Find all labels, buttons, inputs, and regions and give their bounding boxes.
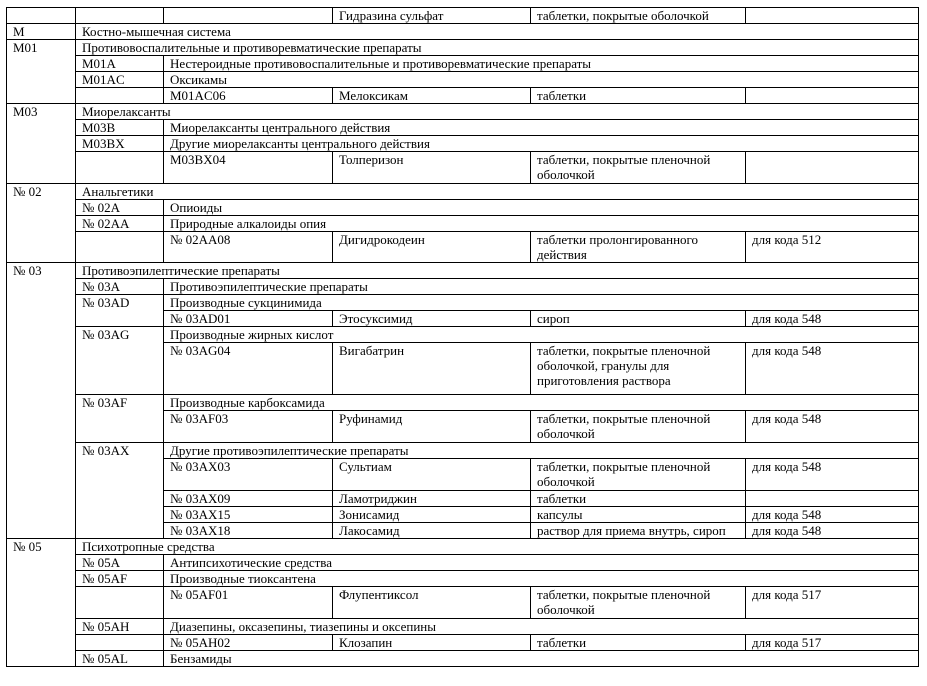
subgroup-title: Антипсихотические средства (164, 555, 919, 571)
atc-code: № 02AA08 (164, 232, 333, 263)
dosage-form: капсулы (531, 507, 746, 523)
dosage-form: таблетки (531, 635, 746, 651)
subgroup-title: Опиоиды (164, 200, 919, 216)
atc-code: № 03AF03 (164, 411, 333, 443)
group-title: Противовоспалительные и противоревматические препараты (76, 40, 919, 56)
table-row (7, 120, 919, 136)
inn-name: Вигабатрин (333, 343, 531, 395)
table-row (7, 619, 919, 635)
dosage-form: сироп (531, 311, 746, 327)
group-code: № 03 (7, 263, 76, 539)
cell-subgroup-code (76, 8, 164, 24)
subgroup-title: Противоэпилептические препараты (164, 279, 919, 295)
table-row (7, 232, 919, 263)
atc-code: № 05AH02 (164, 635, 333, 651)
table-row (7, 200, 919, 216)
subgroup-title: Нестероидные противовоспалительные и противоревматические препараты (164, 56, 919, 72)
table-row (7, 263, 919, 279)
group-title: Противоэпилептические препараты (76, 263, 919, 279)
group-code: M (7, 24, 76, 40)
table-row (7, 555, 919, 571)
inn-name: Ламотриджин (333, 491, 531, 507)
table-row (7, 587, 919, 619)
note: для кода 548 (746, 311, 919, 327)
inn-name: Лакосамид (333, 523, 531, 539)
subgroup-code-empty (76, 152, 164, 184)
subgroup-title: Производные тиоксантена (164, 571, 919, 587)
dosage-form: таблетки пролонгированного действия (531, 232, 746, 263)
note: для кода 548 (746, 411, 919, 443)
dosage-form: таблетки, покрытые пленочной оболочкой (531, 411, 746, 443)
group-code: M01 (7, 40, 76, 104)
dosage-form: таблетки, покрытые пленочной оболочкой (531, 459, 746, 491)
atc-code: M01AC06 (164, 88, 333, 104)
inn-name: Клозапин (333, 635, 531, 651)
drug-list-table (6, 7, 919, 667)
subgroup-code: № 03AX (76, 443, 164, 539)
table-row (7, 104, 919, 120)
table-row (7, 40, 919, 56)
table-row (7, 136, 919, 152)
table-row (7, 295, 919, 311)
subgroup-title: Оксикамы (164, 72, 919, 88)
subgroup-code: № 05AL (76, 651, 164, 667)
subgroup-code: M03BX (76, 136, 164, 152)
subgroup-title: Производные жирных кислот (164, 327, 919, 343)
note (746, 88, 919, 104)
group-title: Анальгетики (76, 184, 919, 200)
note: для кода 517 (746, 635, 919, 651)
subgroup-code-empty (76, 232, 164, 263)
table-row (7, 539, 919, 555)
table-row (7, 571, 919, 587)
subgroup-code: M01AC (76, 72, 164, 88)
table-row (7, 395, 919, 411)
cell-note (746, 8, 919, 24)
subgroup-code: № 03AF (76, 395, 164, 443)
cell-inn-name: Гидразина сульфат (333, 8, 531, 24)
inn-name: Этосуксимид (333, 311, 531, 327)
atc-code: № 03AX09 (164, 491, 333, 507)
atc-code: № 05AF01 (164, 587, 333, 619)
subgroup-code: № 03AG (76, 327, 164, 395)
subgroup-title: Производные карбоксамида (164, 395, 919, 411)
note: для кода 548 (746, 459, 919, 491)
table-row (7, 8, 919, 24)
dosage-form: раствор для приема внутрь, сироп (531, 523, 746, 539)
note (746, 152, 919, 184)
dosage-form: таблетки, покрытые пленочной оболочкой (531, 152, 746, 184)
dosage-form: таблетки, покрытые пленочной оболочкой (531, 587, 746, 619)
group-title: Миорелаксанты (76, 104, 919, 120)
atc-code: № 03AD01 (164, 311, 333, 327)
subgroup-code: № 02AA (76, 216, 164, 232)
inn-name: Толперизон (333, 152, 531, 184)
subgroup-title: Другие миорелаксанты центрального действия (164, 136, 919, 152)
table-row (7, 24, 919, 40)
table-row (7, 635, 919, 651)
atc-code: № 03AG04 (164, 343, 333, 395)
subgroup-code: № 05AF (76, 571, 164, 587)
atc-code: M03BX04 (164, 152, 333, 184)
inn-name: Дигидрокодеин (333, 232, 531, 263)
group-title: Психотропные средства (76, 539, 919, 555)
table-row (7, 327, 919, 343)
subgroup-code: № 02A (76, 200, 164, 216)
table-row (7, 216, 919, 232)
atc-code: № 03AX18 (164, 523, 333, 539)
note: для кода 548 (746, 523, 919, 539)
atc-code: № 03AX15 (164, 507, 333, 523)
inn-name: Мелоксикам (333, 88, 531, 104)
subgroup-title: Природные алкалоиды опия (164, 216, 919, 232)
subgroup-title: Диазепины, оксазепины, тиазепины и оксепины (164, 619, 919, 635)
subgroup-code: M03B (76, 120, 164, 136)
atc-code: № 03AX03 (164, 459, 333, 491)
inn-name: Зонисамид (333, 507, 531, 523)
inn-name: Сультиам (333, 459, 531, 491)
table-row (7, 56, 919, 72)
group-code: M03 (7, 104, 76, 184)
note: для кода 548 (746, 507, 919, 523)
table-row (7, 443, 919, 459)
group-title: Костно-мышечная система (76, 24, 919, 40)
subgroup-title: Производные сукцинимида (164, 295, 919, 311)
subgroup-code-empty (76, 635, 164, 651)
subgroup-title: Миорелаксанты центрального действия (164, 120, 919, 136)
cell-group-code (7, 8, 76, 24)
note: для кода 548 (746, 343, 919, 395)
cell-atc-code (164, 8, 333, 24)
group-code: № 02 (7, 184, 76, 263)
table-row (7, 72, 919, 88)
group-code: № 05 (7, 539, 76, 667)
inn-name: Флупентиксол (333, 587, 531, 619)
table-row (7, 152, 919, 184)
table-row (7, 184, 919, 200)
subgroup-title: Бензамиды (164, 651, 919, 667)
subgroup-code-empty (76, 587, 164, 619)
subgroup-code: № 03A (76, 279, 164, 295)
dosage-form: таблетки, покрытые пленочной оболочкой, гранулы для приготовления раствора (531, 343, 746, 395)
table-body (7, 8, 919, 667)
note (746, 491, 919, 507)
note: для кода 512 (746, 232, 919, 263)
table-row (7, 651, 919, 667)
subgroup-code: № 05AH (76, 619, 164, 635)
table-row (7, 88, 919, 104)
note: для кода 517 (746, 587, 919, 619)
subgroup-code: M01A (76, 56, 164, 72)
cell-dosage-form: таблетки, покрытые оболочкой (531, 8, 746, 24)
subgroup-code: № 05A (76, 555, 164, 571)
subgroup-title: Другие противоэпилептические препараты (164, 443, 919, 459)
subgroup-code-empty (76, 88, 164, 104)
inn-name: Руфинамид (333, 411, 531, 443)
dosage-form: таблетки (531, 88, 746, 104)
table-row (7, 279, 919, 295)
dosage-form: таблетки (531, 491, 746, 507)
subgroup-code: № 03AD (76, 295, 164, 327)
